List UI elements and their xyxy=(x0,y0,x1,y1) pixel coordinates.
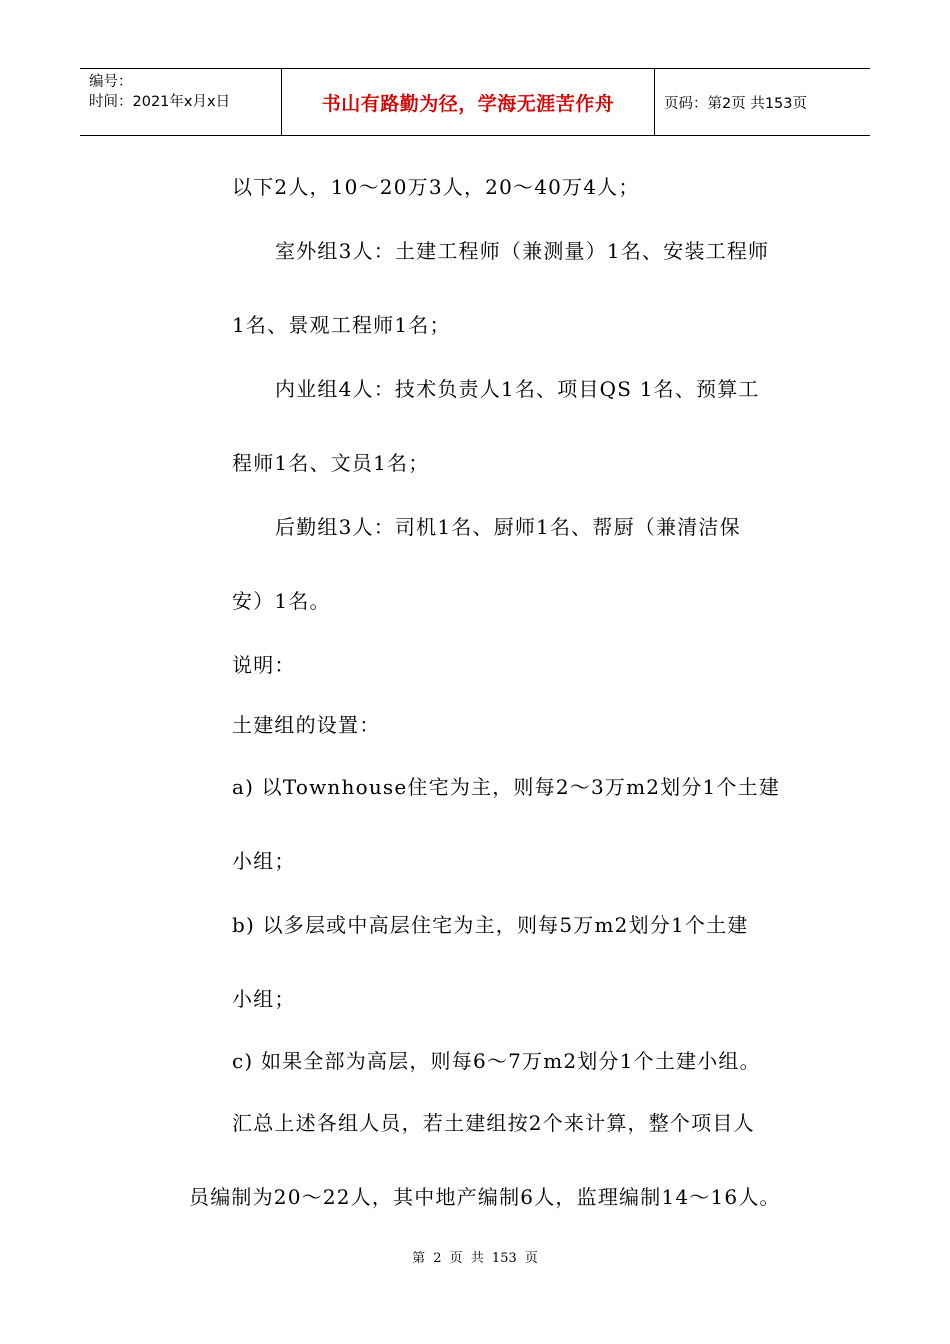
body-line: 安）1名。 xyxy=(232,589,331,613)
header-motto: 书山有路勤为径，学海无涯苦作舟 xyxy=(282,69,655,135)
header-page-info: 页码：第2页 共153页 xyxy=(664,95,808,112)
body-line: 说明： xyxy=(232,653,296,677)
body-line: 后勤组3人：司机1名、厨师1名、帮厨（兼清洁保 xyxy=(275,515,741,539)
body-line: 土建组的设置： xyxy=(232,713,381,737)
body-line: 汇总上述各组人员，若土建组按2个来计算，整个项目人 xyxy=(232,1111,755,1135)
body-line: 程师1名、文员1名； xyxy=(232,451,430,475)
page-footer: 第 2 页 共 153 页 xyxy=(412,1251,538,1266)
list-item-a: a) 以Townhouse住宅为主，则每2～3万m2划分1个土建 xyxy=(232,775,781,799)
body-line: 室外组3人：土建工程师（兼测量）1名、安装工程师 xyxy=(275,239,770,263)
list-item-c: c) 如果全部为高层，则每6～7万m2划分1个土建小组。 xyxy=(232,1049,761,1073)
body-line: 内业组4人：技术负责人1名、项目QS 1名、预算工 xyxy=(275,377,760,401)
date-label: 时间：2021年x月x日 xyxy=(89,94,231,110)
body-line: 小组； xyxy=(232,987,296,1011)
list-item-b: b) 以多层或中高层住宅为主，则每5万m2划分1个土建 xyxy=(232,913,749,937)
serial-number-label: 编号： xyxy=(89,74,133,90)
body-line: 员编制为20～22人，其中地产编制6人，监理编制14～16人。 xyxy=(189,1185,781,1209)
body-line: 1名、景观工程师1名； xyxy=(232,313,451,337)
page-header xyxy=(80,68,870,136)
header-meta xyxy=(80,69,282,135)
body-line: 小组； xyxy=(232,849,296,873)
body-line: 以下2人，10～20万3人，20～40万4人； xyxy=(232,175,640,199)
